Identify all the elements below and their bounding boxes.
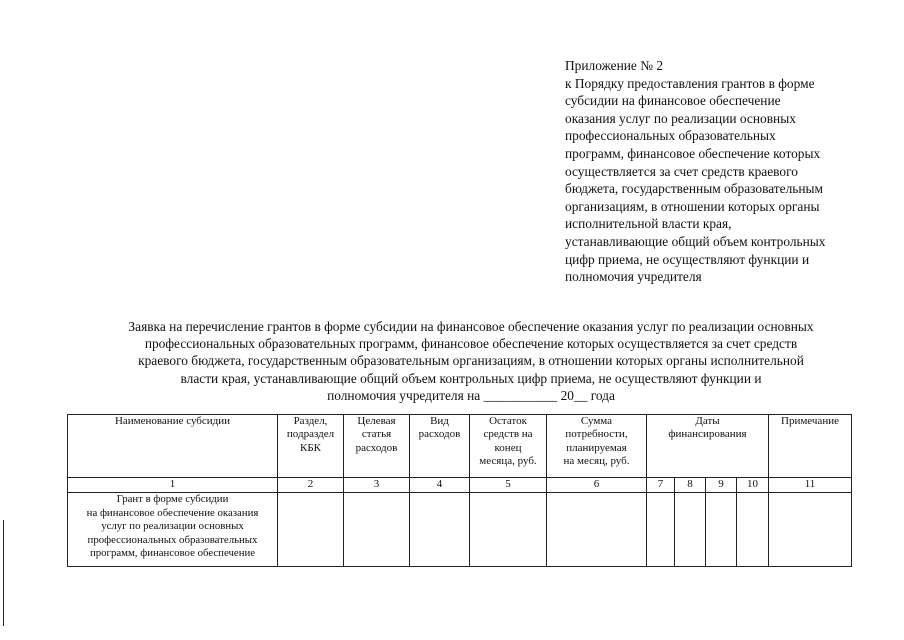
subsidy-name-cell: Грант в форме субсидии на финансовое обеспечение оказания услуг по реализации основных профессиональных образовательных программ, финансовое обеспечение <box>68 493 278 567</box>
target-article-cell <box>344 493 410 567</box>
appendix-title: Приложение № 2 <box>565 58 664 73</box>
appendix-line: устанавливающие общий объем контрольных <box>565 233 826 249</box>
note-cell <box>769 493 852 567</box>
header-subsidy-name: Наименование субсидии <box>68 415 278 478</box>
appendix-line: к Порядку предоставления грантов в форме <box>565 75 815 91</box>
column-number: 4 <box>410 478 470 493</box>
column-number: 7 <box>647 478 675 493</box>
balance-cell <box>470 493 547 567</box>
column-number: 2 <box>278 478 344 493</box>
column-number: 10 <box>737 478 769 493</box>
date-cell <box>737 493 769 567</box>
column-number: 11 <box>769 478 852 493</box>
column-number: 5 <box>470 478 547 493</box>
heading-line: власти края, устанавливающие общий объем контрольных цифр приема, не осуществляют функции и <box>180 370 762 386</box>
appendix-line: профессиональных образовательных <box>565 128 776 144</box>
column-number: 3 <box>344 478 410 493</box>
header-expense-type: Вид расходов <box>410 415 470 478</box>
column-number: 9 <box>706 478 737 493</box>
appendix-block <box>565 57 885 286</box>
grant-request-table <box>67 414 852 567</box>
date-cell <box>706 493 737 567</box>
date-cell <box>647 493 675 567</box>
need-amount-cell <box>547 493 647 567</box>
expense-type-cell <box>410 493 470 567</box>
appendix-line: оказания услуг по реализации основных <box>565 110 796 126</box>
appendix-line: программ, финансовое обеспечение которых <box>565 145 821 161</box>
header-need-amount: Сумма потребности, планируемая на месяц, руб. <box>547 415 647 478</box>
header-financing-dates: Даты финансирования <box>647 415 769 478</box>
appendix-line: бюджета, государственным образовательным <box>565 181 824 197</box>
column-number: 1 <box>68 478 278 493</box>
appendix-line: субсидии на финансовое обеспечение <box>565 93 781 109</box>
header-kbk: Раздел, подраздел КБК <box>278 415 344 478</box>
date-cell <box>675 493 706 567</box>
heading-line: Заявка на перечисление грантов в форме субсидии на финансовое обеспечение оказания услуг по реализации основных <box>128 319 814 334</box>
appendix-line: полномочия учредителя <box>565 269 702 285</box>
heading-line: полномочия учредителя на ___________ 20__ года <box>327 387 615 403</box>
heading-line: профессиональных образовательных программ, финансовое обеспечение которых осуществляется за счет средств <box>144 336 798 352</box>
heading-line: краевого бюджета, государственным образовательным организациям, в отношении которых органы исполнительной <box>138 353 804 369</box>
column-number-row <box>68 478 852 493</box>
header-row <box>68 415 852 478</box>
margin-line <box>3 520 4 626</box>
kbk-cell <box>278 493 344 567</box>
document-heading <box>60 318 882 404</box>
column-number: 6 <box>547 478 647 493</box>
appendix-line: осуществляется за счет средств краевого <box>565 163 798 179</box>
column-number: 8 <box>675 478 706 493</box>
header-balance: Остаток средств на конец месяца, руб. <box>470 415 547 478</box>
appendix-line: цифр приема, не осуществляют функции и <box>565 251 810 267</box>
header-note: Примечание <box>769 415 852 478</box>
header-target-article: Целевая статья расходов <box>344 415 410 478</box>
appendix-line: организациям, в отношении которых органы <box>565 198 820 214</box>
table-row <box>68 493 852 567</box>
appendix-line: исполнительной власти края, <box>565 216 732 232</box>
